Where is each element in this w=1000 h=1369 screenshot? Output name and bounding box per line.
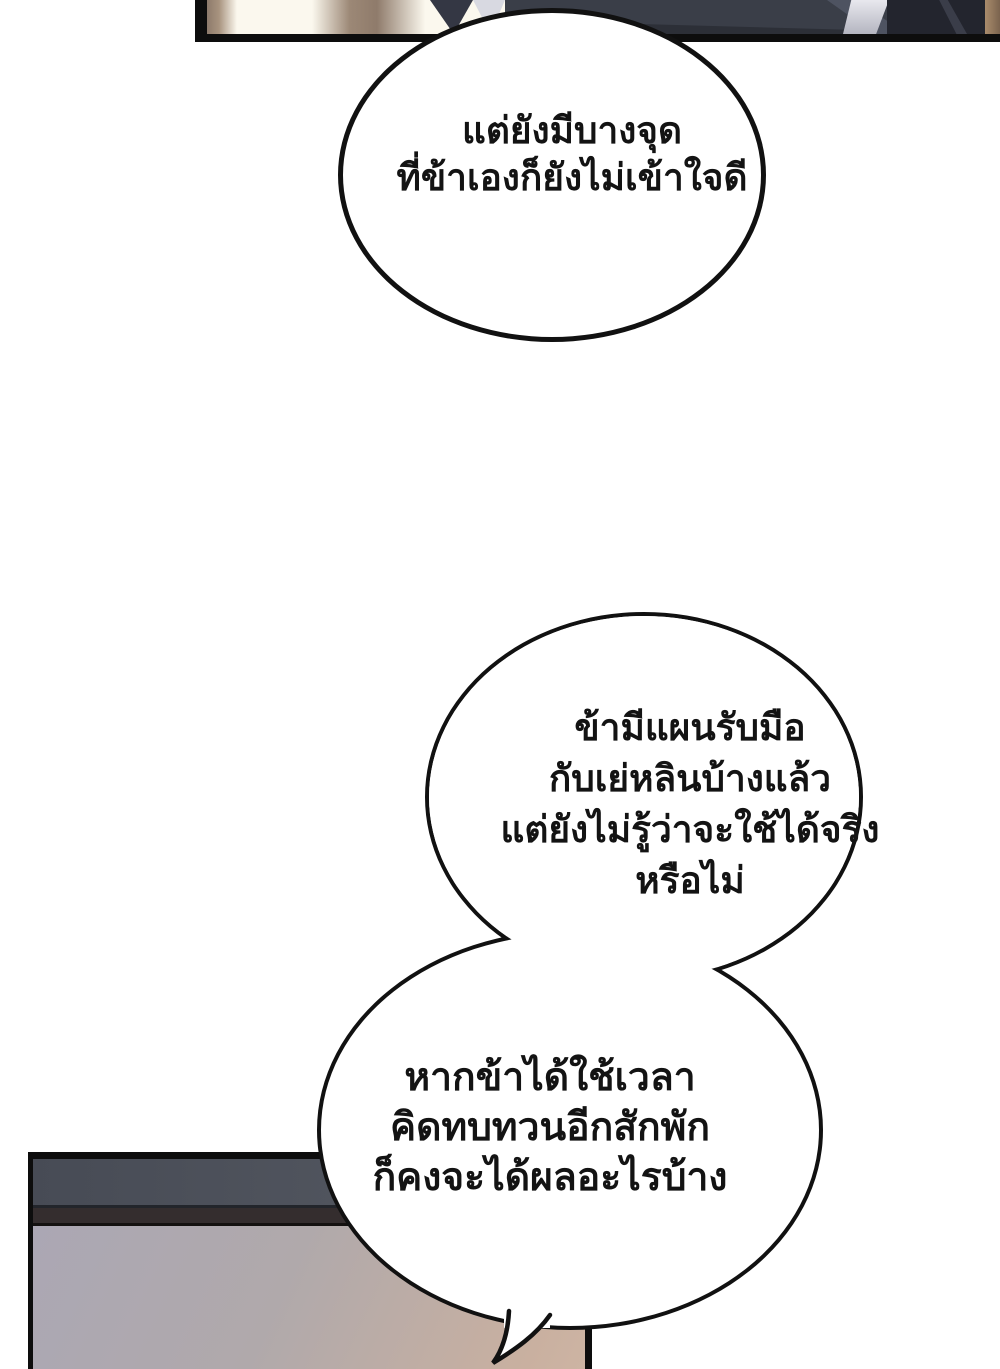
pillar-left xyxy=(207,0,237,34)
bubble-tail xyxy=(484,1302,560,1368)
speech-bubble-1-text xyxy=(352,107,792,201)
bubble-text-line: คิดทบทวนอีกสักพัก xyxy=(390,1105,710,1150)
bubble-text-line: แต่ยังมีบางจุด xyxy=(461,109,683,152)
bubble-text-line: หากข้าได้ใช้เวลา xyxy=(404,1055,696,1100)
bubble-text-line: แต่ยังไม่รู้ว่าจะใช้ได้จริง xyxy=(500,808,880,851)
robe-dark-right xyxy=(887,0,985,34)
bubble-text-line: หรือไม่ xyxy=(635,859,745,902)
pillar-center xyxy=(312,0,430,34)
speech-bubble-3-text xyxy=(350,1053,750,1203)
speech-bubble-2-text xyxy=(490,702,890,906)
bubble-text-line: ที่ข้าเองก็ยังไม่เข้าใจดี xyxy=(396,156,748,199)
bubble-text-line: กับเย่หลินบ้างแล้ว xyxy=(548,757,832,800)
bubble-text-line: ข้ามีแผนรับมือ xyxy=(574,706,806,749)
wood-pillar-right xyxy=(985,0,1000,34)
bubble-text-line: ก็คงจะได้ผลอะไรบ้าง xyxy=(372,1155,728,1200)
